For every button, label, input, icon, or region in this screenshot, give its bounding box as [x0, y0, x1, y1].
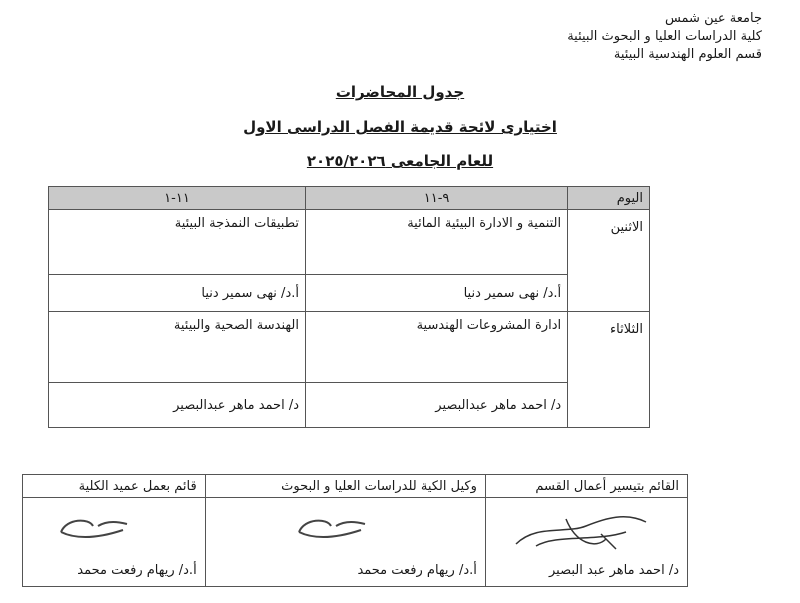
university-name: جامعة عين شمس [664, 11, 762, 26]
instructor-cell: أ.د/ نهى سمير دنيا [49, 275, 306, 312]
instructor-cell: أ.د/ نهى سمير دنيا [305, 275, 567, 312]
instructor-cell: د/ احمد ماهر عبدالبصير [49, 383, 306, 428]
signature-titles-row [23, 475, 688, 498]
handwritten-signature [53, 512, 133, 547]
document-title: جدول المحاضرات [335, 83, 465, 101]
signature-cell [23, 498, 206, 587]
table-row [49, 275, 650, 312]
signatory-title: وكيل الكية للدراسات العليا و البحوث [205, 475, 485, 498]
letterhead [462, 10, 762, 64]
instructor-cell: د/ احمد ماهر عبدالبصير [305, 383, 567, 428]
signatures-table [22, 474, 688, 587]
handwritten-signature [291, 512, 371, 547]
signatory-title: قائم بعمل عميد الكلية [23, 475, 206, 498]
signatory-name: أ.د/ ريهام رفعت محمد [77, 563, 197, 578]
academic-year: للعام الجامعى ٢٠٢٥/٢٠٢٦ [306, 152, 494, 170]
day-monday: الاثنين [568, 210, 650, 312]
signatory-name: د/ احمد ماهر عبد البصير [548, 563, 679, 578]
signature-cell [205, 498, 485, 587]
course-cell: ادارة المشروعات الهندسية [305, 312, 567, 383]
header-slot-1: ٩-١١ [305, 187, 567, 210]
course-cell: الهندسة الصحية والبيئية [49, 312, 306, 383]
table-row [49, 383, 650, 428]
signatory-title: القائم بتيسير أعمال القسم [485, 475, 687, 498]
course-cell: تطبيقات النمذجة البيئية [49, 210, 306, 275]
handwritten-signature [506, 504, 656, 559]
table-row [49, 312, 650, 383]
schedule-table [48, 186, 650, 428]
document-subtitle: اختيارى لائحة قديمة الفصل الدراسى الاول [243, 118, 557, 136]
course-cell: التنمية و الادارة البيئية المائية [305, 210, 567, 275]
faculty-name: كلية الدراسات العليا و البحوث البيئية [567, 29, 762, 44]
header-slot-2: ١١-١ [49, 187, 306, 210]
signatory-name: أ.د/ ريهام رفعت محمد [357, 563, 477, 578]
signature-cell [485, 498, 687, 587]
signature-names-row [23, 498, 688, 587]
table-row [49, 210, 650, 275]
department-name: قسم العلوم الهندسية البيئية [613, 47, 762, 62]
header-day: اليوم [568, 187, 650, 210]
day-tuesday: الثلاثاء [568, 312, 650, 428]
schedule-header-row [49, 187, 650, 210]
